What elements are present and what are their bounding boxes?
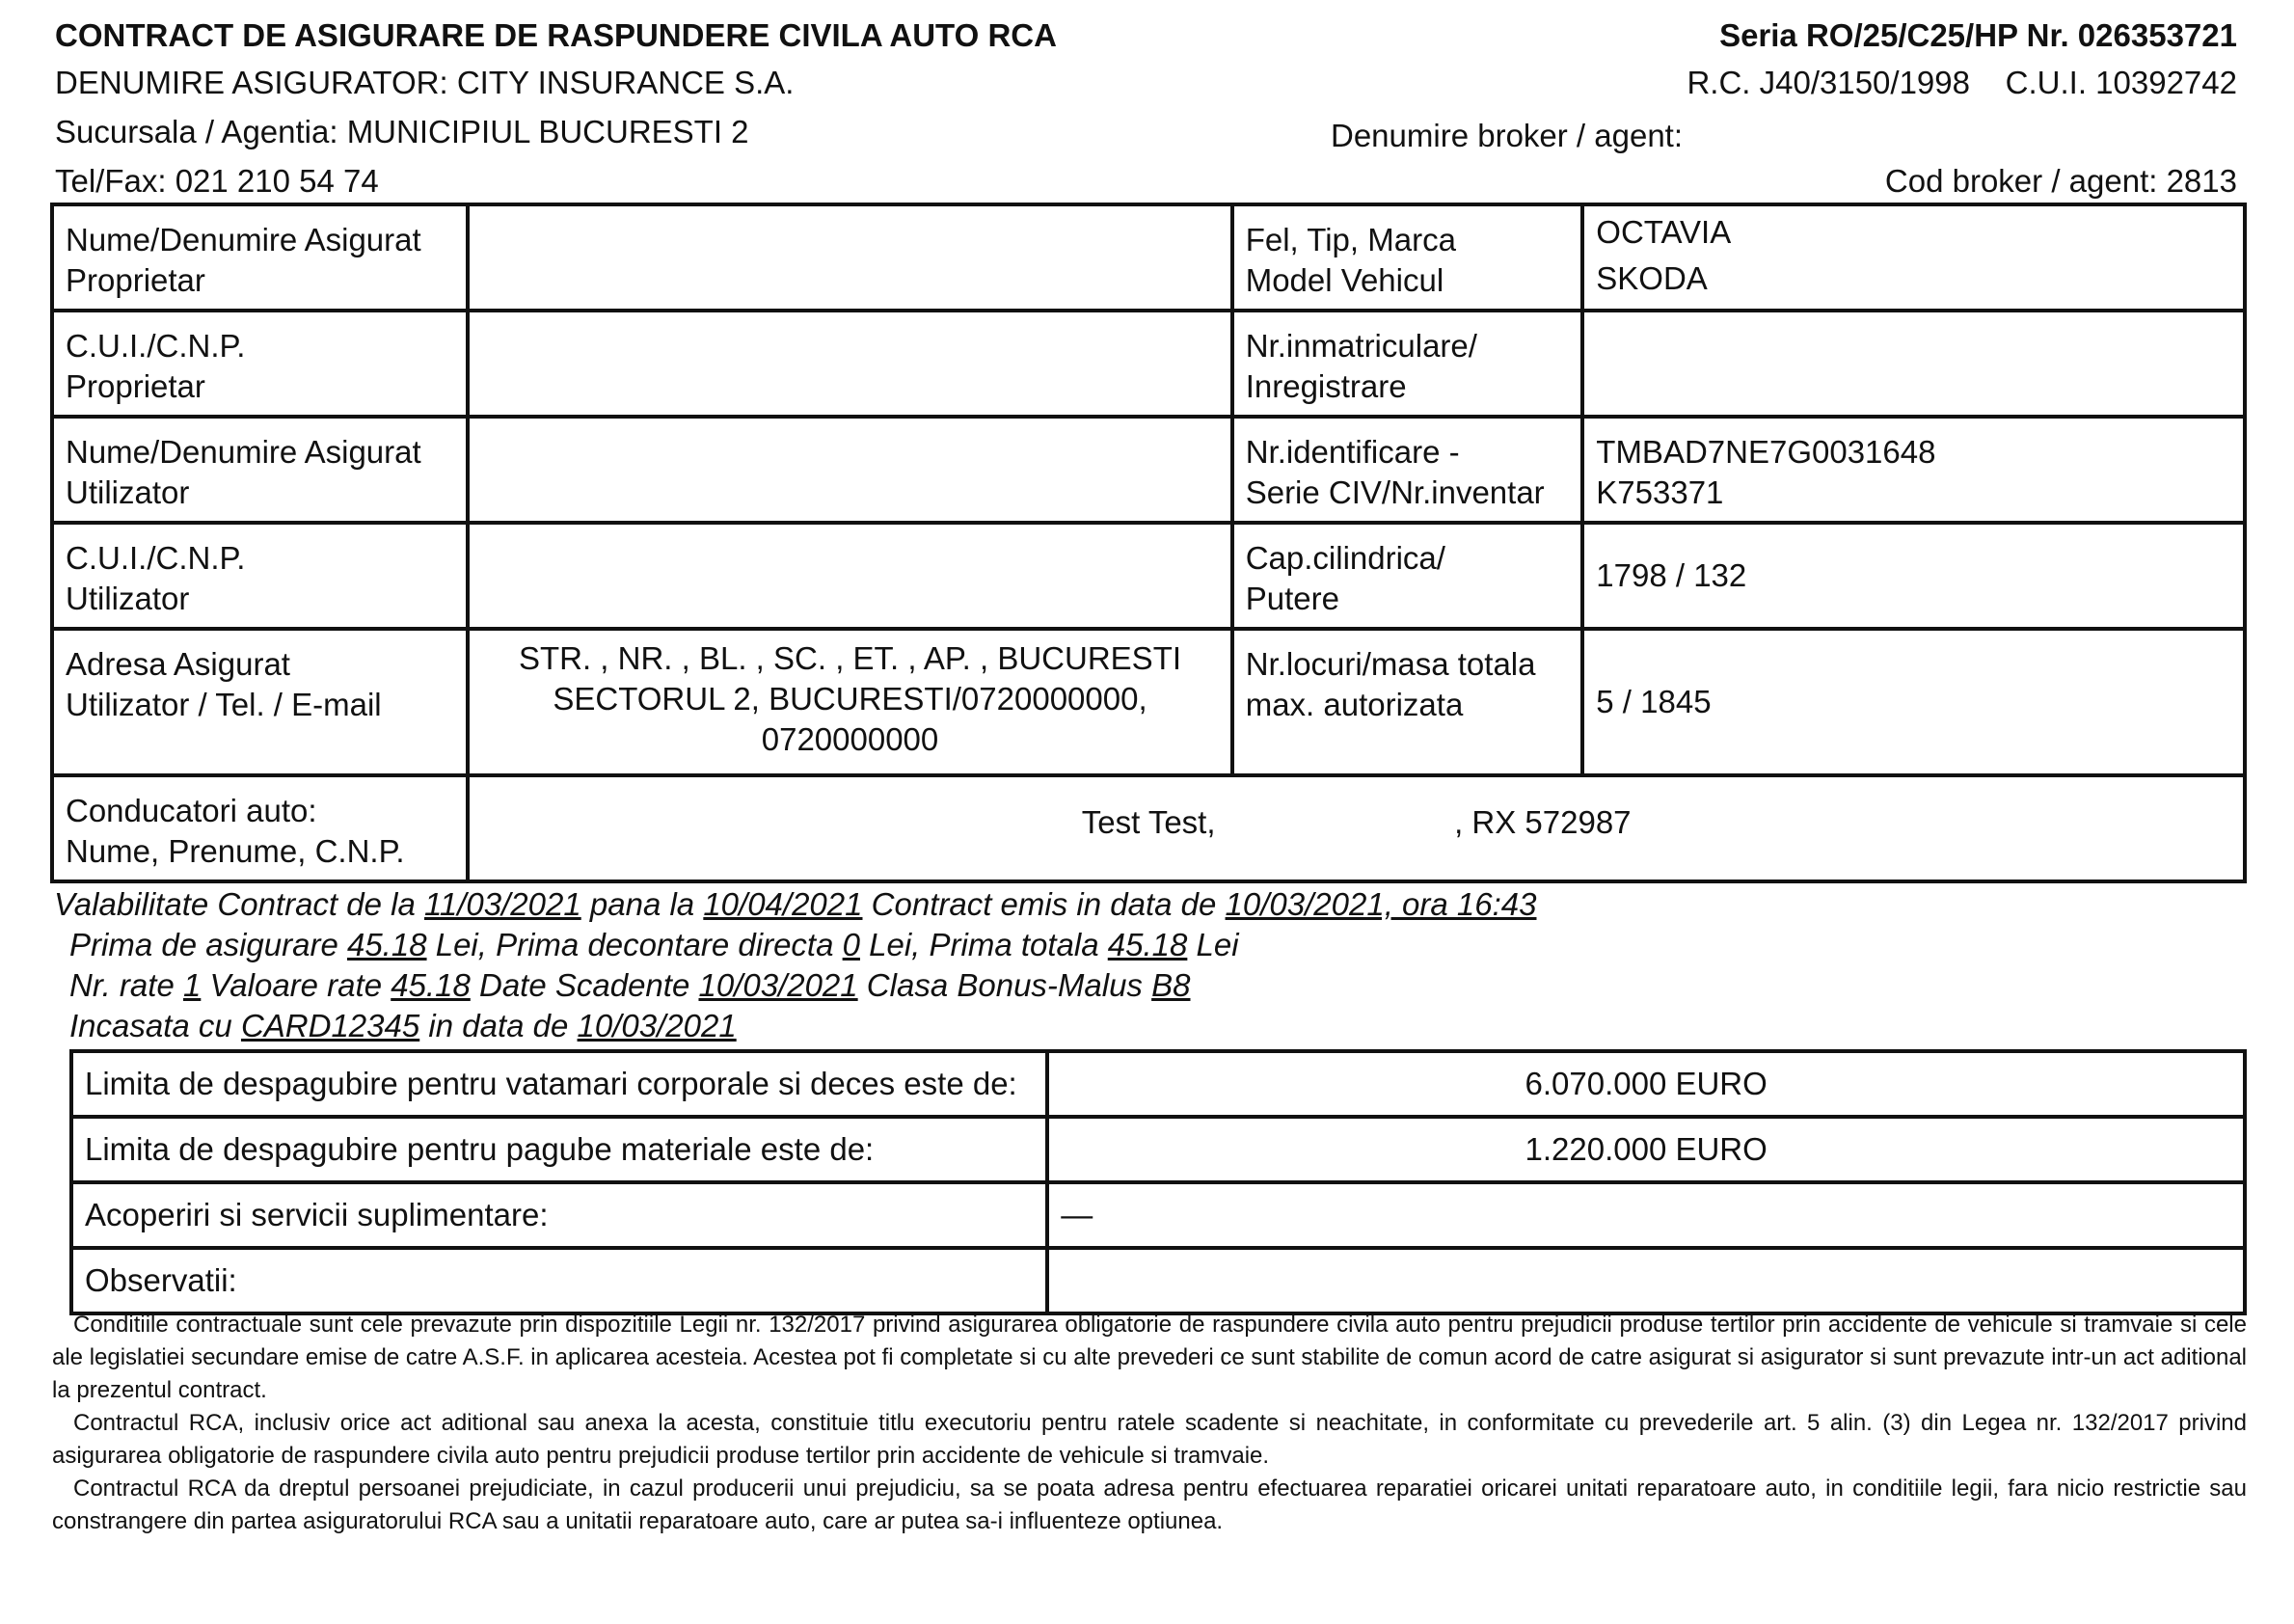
user-cnp-value — [468, 523, 1231, 629]
engine-capacity-label: Cap.cilindrica/ Putere — [1232, 523, 1583, 629]
tel-fax: Tel/Fax: 021 210 54 74 — [55, 163, 379, 199]
table-row — [71, 1182, 2245, 1248]
extra-coverage-label: Acoperiri si servicii suplimentare: — [71, 1182, 1047, 1248]
vin-label: Nr.identificare - Serie CIV/Nr.inventar — [1232, 417, 1583, 523]
table-row — [52, 417, 2245, 523]
contract-validity-block — [54, 884, 1536, 1046]
legal-paragraph: Contractul RCA da dreptul persoanei prejudiciate, in cazul producerii unui prejudiciu, sa se poata adresa pentru efectuarea reparatiei oricarei unitati reparatoare auto, in conditiile legii, fara nicio restrictie sau constrangere din partea asiguratorului RCA sau a unitatii reparatoare auto, care ar putea sa-i influenteze optiunea. — [52, 1475, 2247, 1534]
series-number: Seria RO/25/C25/HP Nr. 026353721 — [1719, 17, 2237, 53]
table-row — [52, 523, 2245, 629]
drivers-value: Test Test, , RX 572987 — [468, 775, 2245, 881]
table-row — [71, 1117, 2245, 1182]
payment-line: Incasata cu CARD12345 in data de 10/03/2021 — [69, 1008, 737, 1043]
seats-mass-label: Nr.locuri/masa totala max. autorizata — [1232, 629, 1583, 775]
contract-title: CONTRACT DE ASIGURARE DE RASPUNDERE CIVILA AUTO RCA — [55, 17, 1057, 53]
owner-name-value — [468, 204, 1231, 311]
user-cnp-label: C.U.I./C.N.P. Utilizator — [52, 523, 468, 629]
table-row — [71, 1051, 2245, 1117]
table-row — [52, 311, 2245, 417]
owner-cnp-value — [468, 311, 1231, 417]
extra-coverage-value: — — [1047, 1182, 2245, 1248]
insurer-name: DENUMIRE ASIGURATOR: CITY INSURANCE S.A. — [55, 65, 795, 100]
broker-name-label: Denumire broker / agent: — [1331, 118, 1684, 153]
insured-vehicle-table — [50, 203, 2247, 883]
owner-name-label: Nume/Denumire Asigurat Proprietar — [52, 204, 468, 311]
table-row — [52, 775, 2245, 881]
engine-capacity-value: 1798 / 132 — [1582, 523, 2245, 629]
bodily-injury-limit-value: 6.070.000 EURO — [1047, 1051, 2245, 1117]
bodily-injury-limit-label: Limita de despagubire pentru vatamari corporale si deces este de: — [71, 1051, 1047, 1117]
owner-cnp-label: C.U.I./C.N.P. Proprietar — [52, 311, 468, 417]
table-row — [71, 1248, 2245, 1313]
vehicle-model-value: OCTAVIA SKODA — [1582, 204, 2245, 311]
insurer-registry: R.C. J40/3150/1998 C.U.I. 10392742 — [1687, 65, 2237, 100]
legal-paragraph: Conditiile contractuale sunt cele prevazute prin dispozitiile Legii nr. 132/2017 privind asigurarea obligatorie de raspundere civila auto pentru prejudicii produse tertilor prin accidente de vehicule si tramvaie si cele ale legislatiei secundare emise de catre A.S.F. in aplicarea acesteia. Acestea pot fi completate si cu alte prevederi ce sunt stabilite de comun acord de catre asigurat si asigurator si sunt prevazute intr-un act aditional la prezentul contract. — [52, 1312, 2247, 1403]
limits-table — [69, 1049, 2247, 1315]
property-damage-limit-label: Limita de despagubire pentru pagube materiale este de: — [71, 1117, 1047, 1182]
registration-number-label: Nr.inmatriculare/ Inregistrare — [1232, 311, 1583, 417]
broker-code: Cod broker / agent: 2813 — [1884, 163, 2237, 199]
user-name-value — [468, 417, 1231, 523]
installments-line: Nr. rate 1 Valoare rate 45.18 Date Scadente 10/03/2021 Clasa Bonus-Malus B8 — [69, 967, 1191, 1003]
registration-number-value — [1582, 311, 2245, 417]
observations-value — [1047, 1248, 2245, 1313]
seats-mass-value: 5 / 1845 — [1582, 629, 2245, 775]
property-damage-limit-value: 1.220.000 EURO — [1047, 1117, 2245, 1182]
table-row — [52, 204, 2245, 311]
observations-label: Observatii: — [71, 1248, 1047, 1313]
premium-line: Prima de asigurare 45.18 Lei, Prima decontare directa 0 Lei, Prima totala 45.18 Lei — [69, 927, 1239, 962]
drivers-label: Conducatori auto: Nume, Prenume, C.N.P. — [52, 775, 468, 881]
vehicle-model-label: Fel, Tip, Marca Model Vehicul — [1232, 204, 1583, 311]
legal-terms — [52, 1309, 2247, 1538]
validity-line: Valabilitate Contract de la 11/03/2021 pana la 10/04/2021 Contract emis in data de 10/03/2021, ora 16:43 — [54, 886, 1537, 922]
table-row — [52, 629, 2245, 775]
vin-value: TMBAD7NE7G0031648 K753371 — [1582, 417, 2245, 523]
address-value: STR. , NR. , BL. , SC. , ET. , AP. , BUCURESTI SECTORUL 2, BUCURESTI/0720000000, 0720000000 — [468, 629, 1231, 775]
address-label: Adresa Asigurat Utilizator / Tel. / E-mail — [52, 629, 468, 775]
branch-agency: Sucursala / Agentia: MUNICIPIUL BUCURESTI 2 — [55, 114, 749, 149]
user-name-label: Nume/Denumire Asigurat Utilizator — [52, 417, 468, 523]
legal-paragraph: Contractul RCA, inclusiv orice act aditional sau anexa la acesta, constituie titlu executoriu pentru ratele scadente si neachitate, in conformitate cu prevederile art. 5 alin. (3) din Legea nr. 132/2017 privind asigurarea obligatorie de raspundere civila auto pentru prejudicii produse tertilor prin accidente de vehicule si tramvaie. — [52, 1410, 2247, 1469]
